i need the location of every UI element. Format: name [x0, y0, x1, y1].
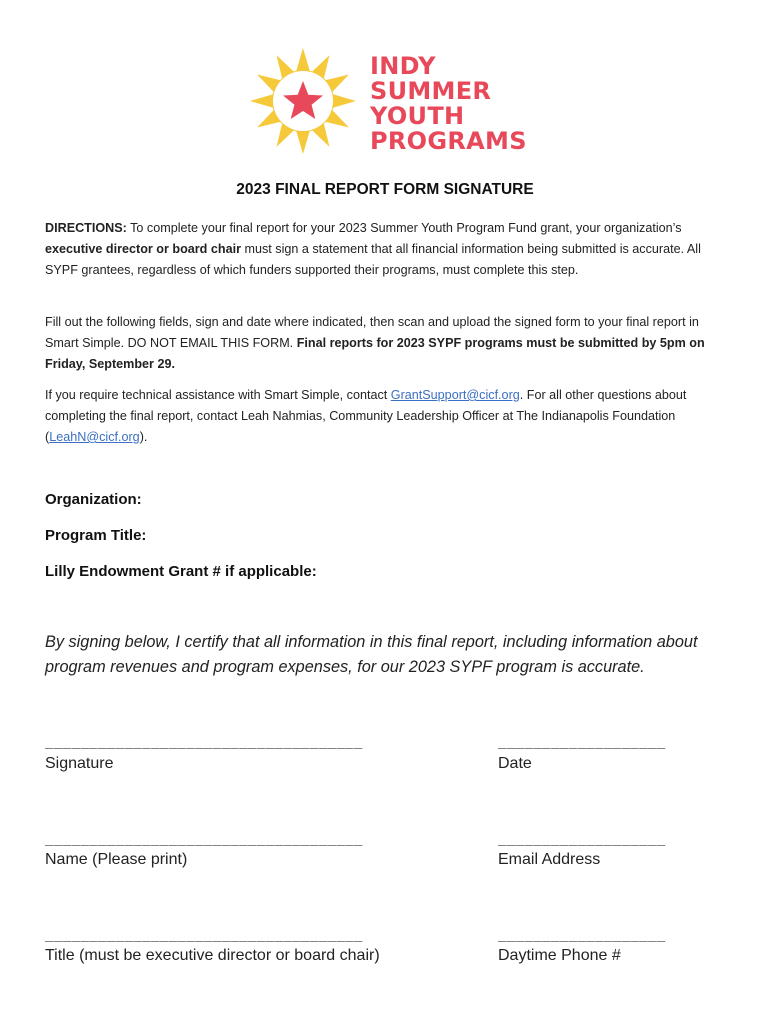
- grant-number-field-label: Lilly Endowment Grant # if applicable:: [45, 563, 317, 580]
- email-label: Email Address: [498, 851, 601, 868]
- name-label: Name (Please print): [45, 851, 188, 868]
- indy-summer-youth-programs-logo: [248, 46, 528, 166]
- certification-statement: By signing below, I certify that all information in this final report, including information about program revenues and program expenses, for our 2023 SYPF program is accurate.: [45, 633, 698, 676]
- email-line[interactable]: ___________________: [498, 830, 666, 846]
- assistance-text-2: . For all other questions about completing the final report, contact Leah Nahmias, Community Leadership Officer at The Indianapolis Foundation (: [45, 388, 687, 444]
- signature-label: Signature: [45, 755, 114, 772]
- deadline-text: Final reports for 2023 SYPF programs must be submitted by 5pm on Friday, September 29.: [45, 336, 705, 371]
- logo-line-indy: INDY: [370, 52, 436, 80]
- title-label: Title (must be executive director or board chair): [45, 947, 380, 964]
- organization-field-label: Organization:: [45, 491, 142, 508]
- phone-line[interactable]: ___________________: [498, 926, 666, 942]
- sun-ray: [296, 48, 310, 72]
- grant-support-email-link[interactable]: GrantSupport@cicf.org: [390, 388, 520, 402]
- page-title: 2023 FINAL REPORT FORM SIGNATURE: [236, 181, 534, 198]
- logo-line-youth: YOUTH: [370, 102, 465, 130]
- directions-text-1: To complete your final report for your 2023 Summer Youth Program Fund grant, your organization’s: [126, 221, 682, 235]
- signature-line[interactable]: ____________________________________: [45, 733, 363, 749]
- title-line[interactable]: ____________________________________: [45, 926, 363, 942]
- assistance-paragraph: [45, 385, 735, 448]
- directions-label: DIRECTIONS:: [45, 221, 127, 235]
- directions-paragraph: [45, 218, 735, 281]
- sun-ray: [296, 130, 310, 154]
- program-title-field-label: Program Title:: [45, 527, 147, 544]
- assistance-text-3: ).: [139, 430, 148, 444]
- instructions-text: Fill out the following fields, sign and date where indicated, then scan and upload the signed form to your final report in Smart Simple. DO NOT EMAIL THIS FORM.: [45, 315, 699, 350]
- assistance-text-1: If you require technical assistance with Smart Simple, contact: [45, 388, 391, 402]
- logo-wordmark: [370, 54, 527, 154]
- name-line[interactable]: ____________________________________: [45, 830, 363, 846]
- sun-star-icon: [248, 46, 358, 156]
- leah-email-link[interactable]: LeahN@cicf.org: [49, 430, 140, 444]
- date-label: Date: [498, 755, 532, 772]
- instructions-paragraph: [45, 312, 735, 375]
- sun-ray: [250, 94, 274, 108]
- date-line[interactable]: ___________________: [498, 733, 666, 749]
- logo-line-summer: SUMMER: [370, 77, 492, 105]
- logo-line-programs: PROGRAMS: [370, 127, 527, 155]
- sun-ray: [332, 94, 356, 108]
- directions-bold: executive director or board chair: [45, 242, 241, 256]
- phone-label: Daytime Phone #: [498, 947, 621, 964]
- directions-text-2: must sign a statement that all financial information being submitted is accurate. All SYPF grantees, regardless of which funders supported their programs, must complete this step.: [45, 242, 701, 277]
